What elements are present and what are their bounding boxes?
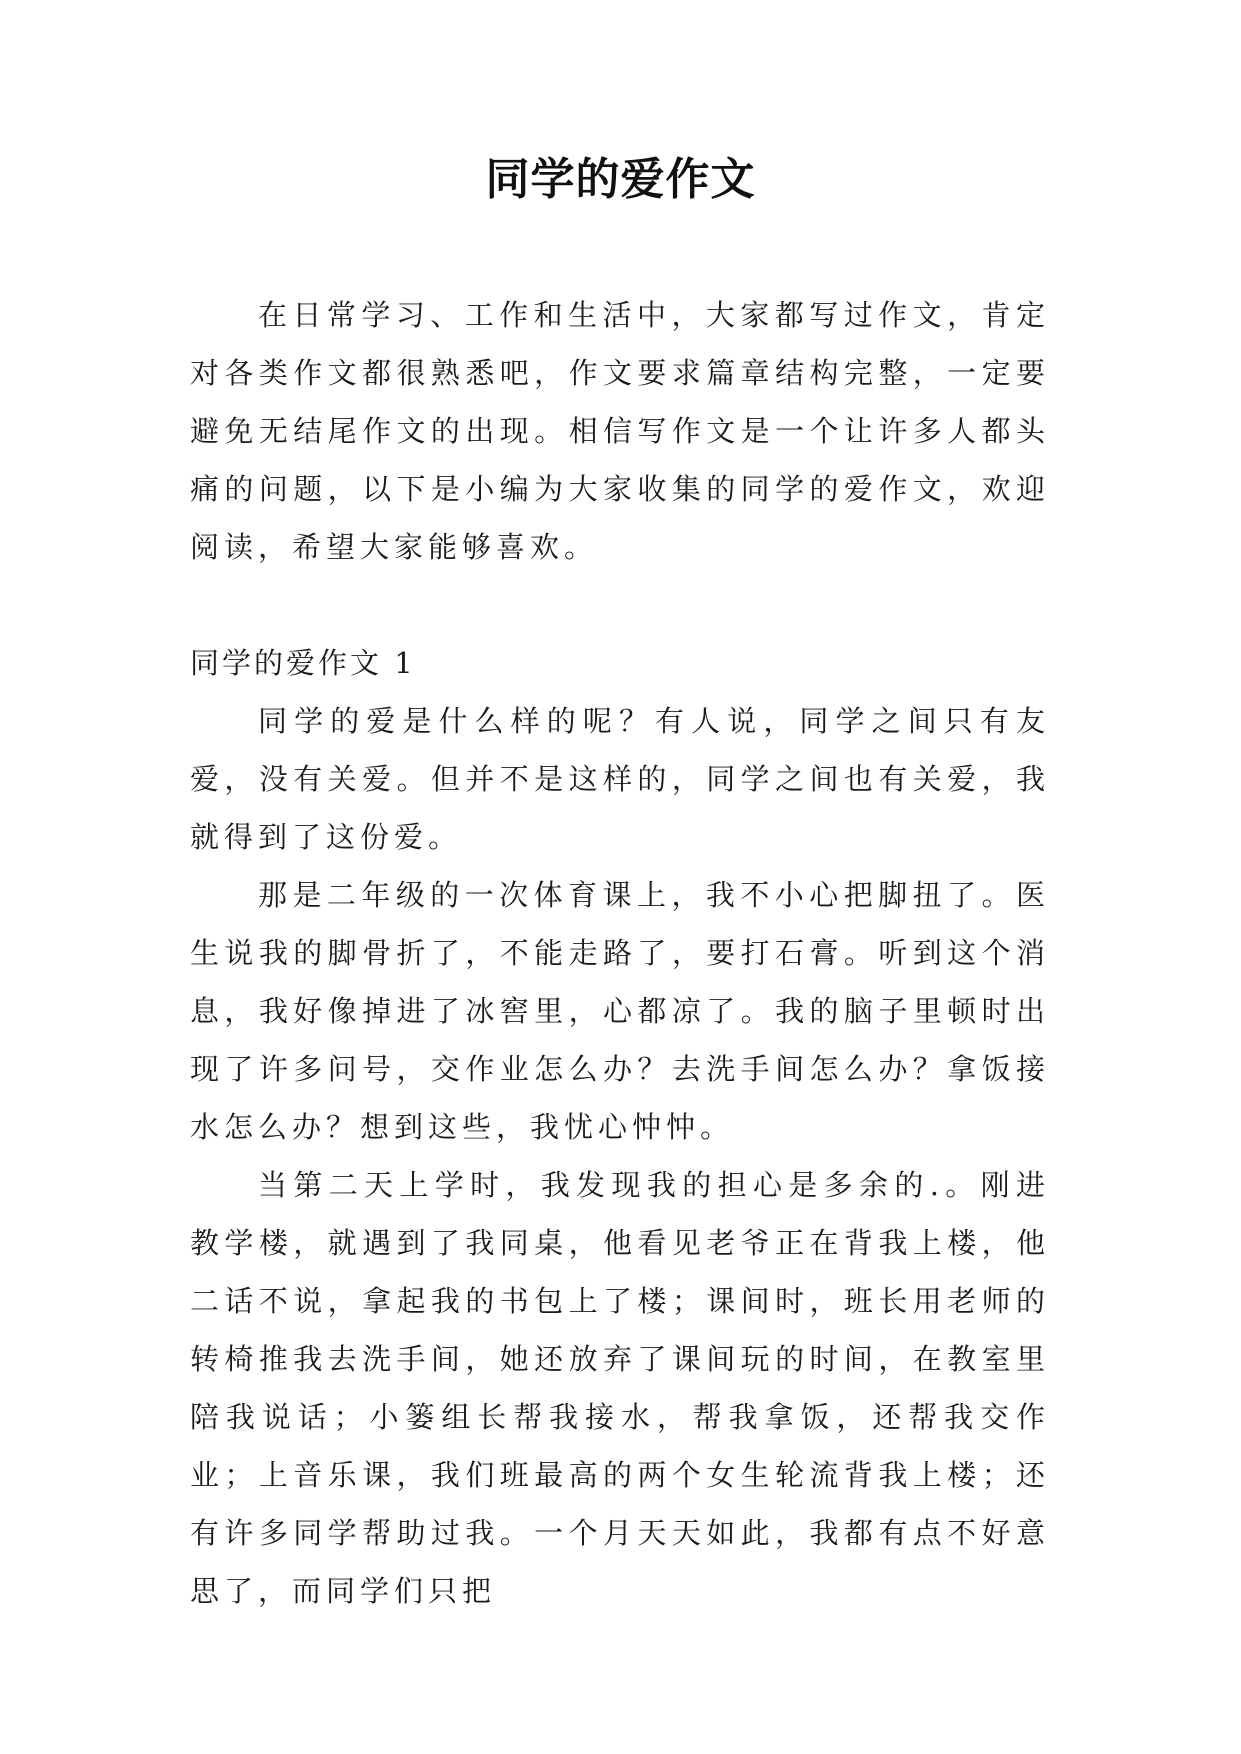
document-title: 同学的爱作文 [485, 154, 756, 205]
document-body [190, 286, 1050, 1620]
intro-paragraph: 在日常学习、工作和生活中，大家都写过作文，肯定对各类作文都很熟悉吧，作文要求篇章结构完整，一定要避免无结尾作文的出现。相信写作文是一个让许多人都头痛的问题，以下是小编为大家收集的同学的爱作文，欢迎阅读，希望大家能够喜欢。 [190, 298, 1050, 564]
body-paragraph: 同学的爱是什么样的呢？有人说，同学之间只有友爱，没有关爱。但并不是这样的，同学之间也有关爱，我就得到了这份爱。 [190, 704, 1050, 854]
section-heading: 同学的爱作文 1 [190, 646, 416, 680]
body-paragraph: 当第二天上学时，我发现我的担心是多余的.。刚进教学楼，就遇到了我同桌，他看见老爷正在背我上楼，他二话不说，拿起我的书包上了楼；课间时，班长用老师的转椅推我去洗手间，她还放弃了课间玩的时间，在教室里陪我说话；小篓组长帮我接水，帮我拿饭，还帮我交作业；上音乐课，我们班最高的两个女生轮流背我上楼；还有许多同学帮助过我。一个月天天如此，我都有点不好意思了，而同学们只把 [190, 1168, 1050, 1608]
section [190, 634, 1050, 1620]
body-paragraph: 那是二年级的一次体育课上，我不小心把脚扭了。医生说我的脚骨折了，不能走路了，要打石膏。听到这个消息，我好像掉进了冰窖里，心都凉了。我的脑子里顿时出现了许多问号，交作业怎么办？去洗手间怎么办？拿饭接水怎么办？想到这些，我忧心忡忡。 [190, 878, 1050, 1144]
